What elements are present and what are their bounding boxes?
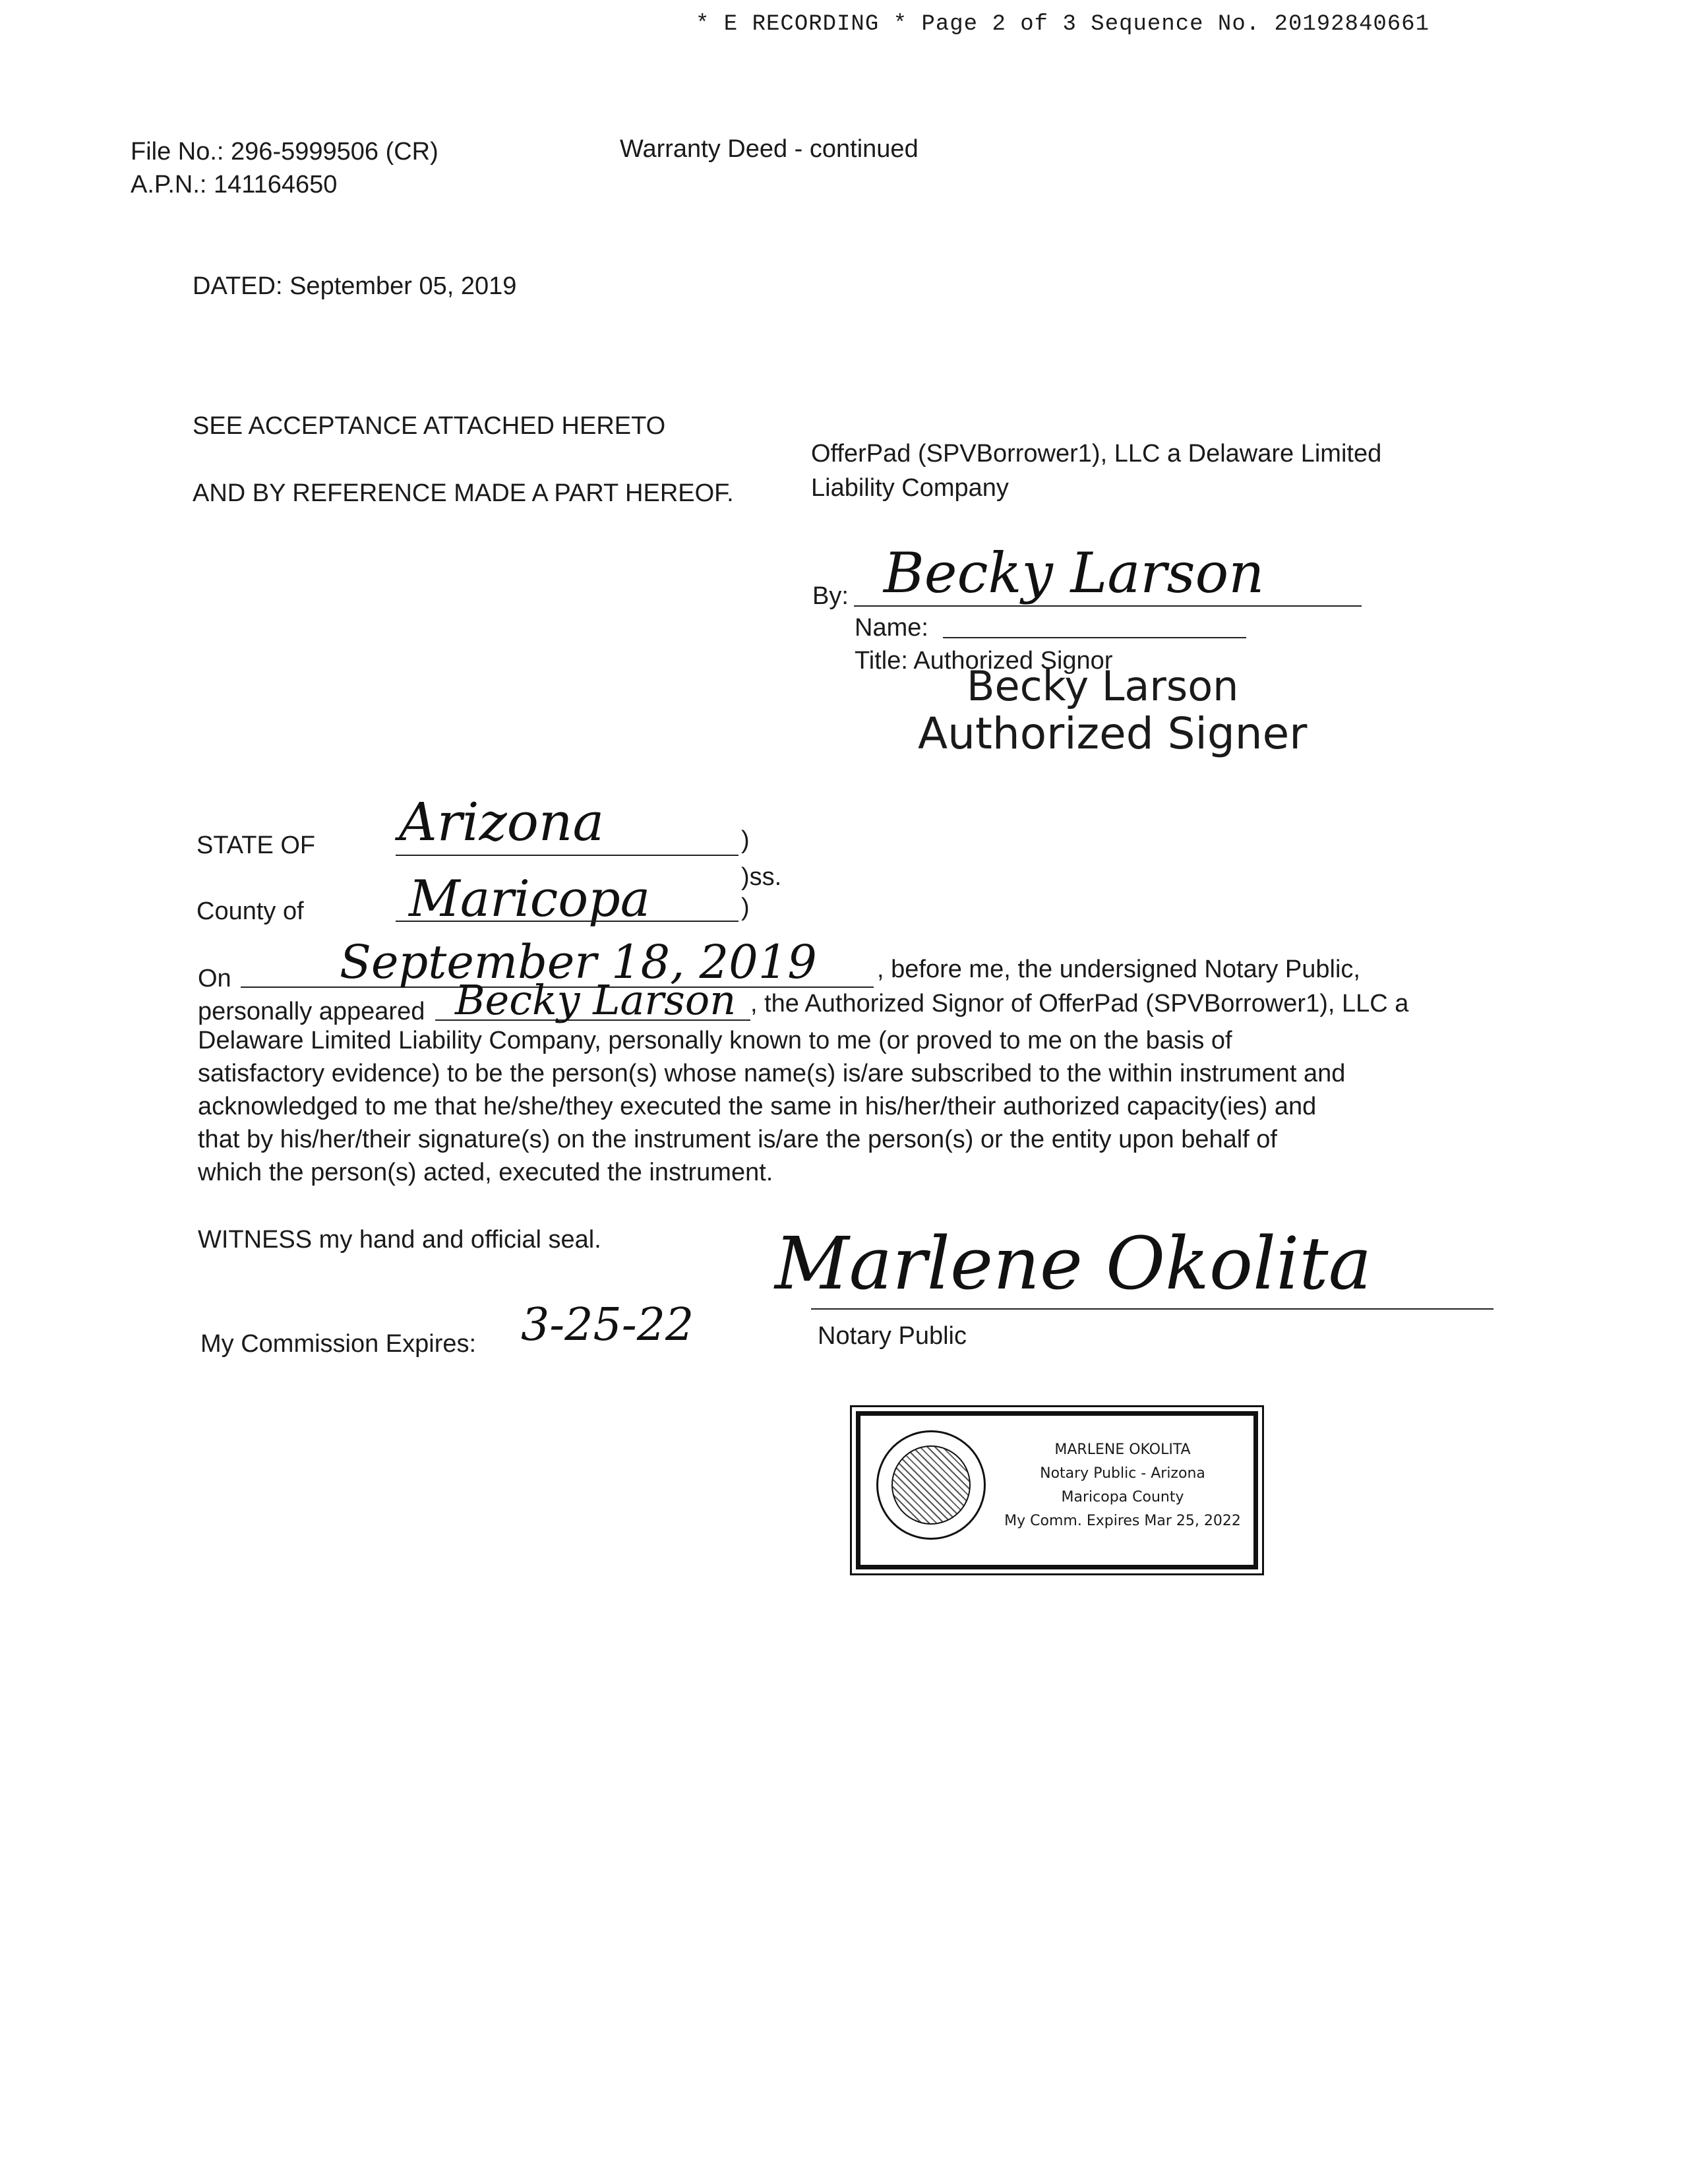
state-value: Arizona [399, 791, 605, 853]
ack-line-4: satisfactory evidence) to be the person(s) whose name(s) is/are subscribed to the within instrument and [198, 1060, 1346, 1087]
county-line [396, 921, 738, 922]
file-number: File No.: 296-5999506 (CR) [131, 138, 438, 166]
state-seal-emblem [876, 1430, 986, 1540]
notary-seal-stamp [856, 1411, 1258, 1569]
witness-line: WITNESS my hand and official seal. [198, 1226, 601, 1254]
acknowledgment-date: September 18, 2019 [340, 935, 817, 989]
grantor-line-2: Liability Company [811, 474, 1009, 502]
state-label: STATE OF [196, 832, 316, 859]
seal-line-3: Maricopa County [1061, 1489, 1184, 1505]
apn-number: A.P.N.: 141164650 [131, 171, 338, 198]
notary-signature: Marlene Okolita [775, 1221, 1372, 1306]
seal-line-4: My Comm. Expires Mar 25, 2022 [1004, 1513, 1241, 1529]
ack-line-5: acknowledged to me that he/she/they executed the same in his/her/their authorized capacity(ies) and [198, 1093, 1317, 1120]
grantor-signature: Becky Larson [884, 541, 1265, 605]
venue-paren-bottom: ) [741, 894, 750, 921]
name-label: Name: [855, 614, 928, 642]
ack-line-3: Delaware Limited Liability Company, personally known to me (or proved to me on the basis of [198, 1027, 1232, 1054]
on-label: On [198, 965, 231, 992]
stamped-name: Becky Larson [967, 662, 1239, 710]
notary-signature-line [811, 1308, 1493, 1310]
ack-line-2-head: personally appeared [198, 998, 425, 1025]
seal-text [992, 1438, 1253, 1533]
seal-inner-icon [891, 1445, 971, 1525]
recording-header: * E RECORDING * Page 2 of 3 Sequence No. 20192840661 [696, 12, 1430, 37]
county-value: Maricopa [409, 869, 651, 928]
ack-line-7: which the person(s) acted, executed the instrument. [198, 1159, 773, 1186]
stamped-title: Authorized Signer [918, 708, 1308, 759]
appeared-name: Becky Larson [455, 976, 737, 1024]
title-label: Title: Authorized Signor [855, 647, 1113, 675]
state-line [396, 855, 738, 856]
seal-notary-name: MARLENE OKOLITA [1054, 1441, 1191, 1458]
grantor-line-1: OfferPad (SPVBorrower1), LLC a Delaware Limited [811, 440, 1382, 468]
signature-line [854, 605, 1362, 607]
acceptance-line-2: AND BY REFERENCE MADE A PART HEREOF. [193, 479, 734, 507]
county-label: County of [196, 897, 304, 925]
ack-line-1-tail: , before me, the undersigned Notary Public, [877, 956, 1360, 983]
venue-paren-top: ) [741, 826, 750, 854]
ack-line-2-tail: , the Authorized Signor of OfferPad (SPVBorrower1), LLC a [750, 990, 1409, 1017]
seal-line-2: Notary Public - Arizona [1040, 1465, 1205, 1482]
name-line [943, 637, 1246, 638]
document-title: Warranty Deed - continued [620, 135, 919, 163]
venue-ss: )ss. [741, 863, 782, 891]
ack-line-6: that by his/her/their signature(s) on the instrument is/are the person(s) or the entity upon behalf of [198, 1126, 1277, 1153]
notary-label: Notary Public [818, 1322, 967, 1350]
commission-label: My Commission Expires: [200, 1330, 477, 1358]
dated-line: DATED: September 05, 2019 [193, 272, 517, 300]
commission-value: 3-25-22 [521, 1299, 694, 1351]
by-label: By: [812, 582, 849, 610]
acceptance-line-1: SEE ACCEPTANCE ATTACHED HERETO [193, 412, 666, 440]
